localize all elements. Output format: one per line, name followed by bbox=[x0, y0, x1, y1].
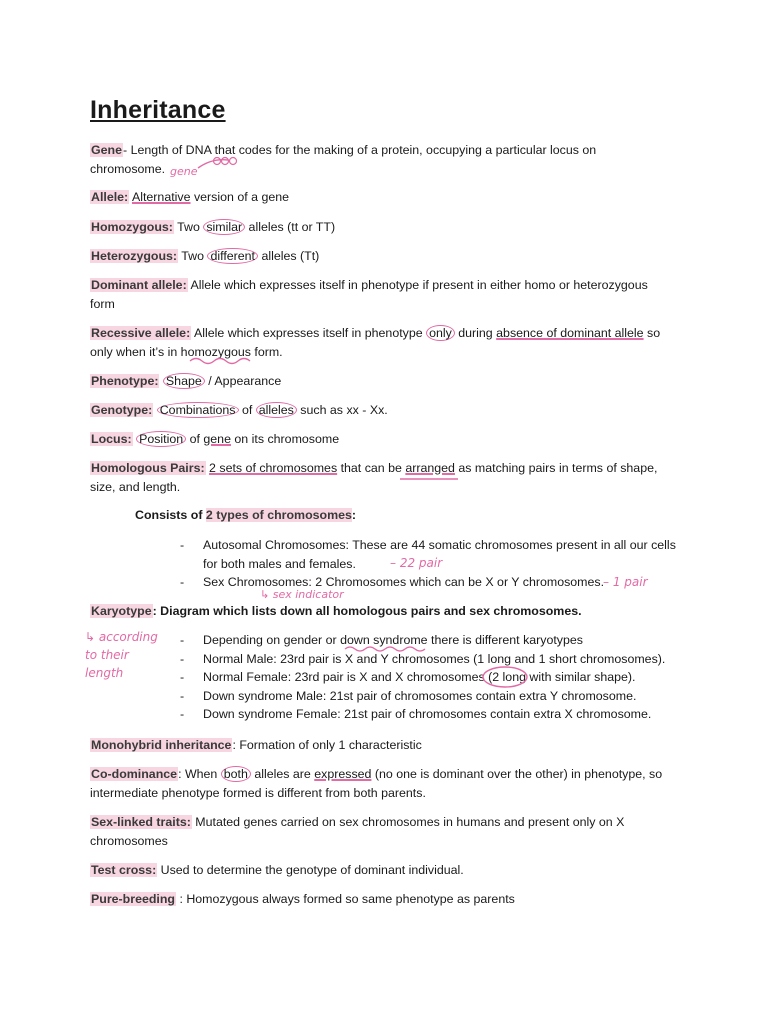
term-genotype: Genotype: bbox=[91, 403, 153, 417]
heterozygous-circled: different bbox=[207, 248, 258, 264]
list-item: - Autosomal Chromosomes: These are 44 somatic chromosomes present in all our cells for both males and females. bbox=[180, 536, 680, 573]
consists-highlight: 2 types of chromosomes bbox=[205, 508, 352, 522]
recessive-underlined: absence of dominant allele bbox=[496, 326, 644, 340]
homozygous-post: alleles (tt or TT) bbox=[245, 220, 336, 234]
codominance-pre: : When bbox=[178, 767, 221, 781]
heterozygous-post: alleles (Tt) bbox=[258, 249, 320, 263]
monohybrid-text: : Formation of only 1 characteristic bbox=[232, 738, 422, 752]
term-sex-linked: Sex-linked traits: bbox=[91, 815, 191, 829]
homologous-post: as matching pairs in terms of shape, size, and length. bbox=[90, 461, 658, 494]
heterozygous-pre: Two bbox=[178, 249, 208, 263]
list-item: - Normal Female: 23rd pair is X and X chromosomes (2 long with similar shape). bbox=[180, 668, 680, 687]
term-dominant-allele: Dominant allele: bbox=[91, 278, 187, 292]
codominance-mid: alleles are bbox=[250, 767, 315, 781]
homozygous-wave-mark bbox=[190, 359, 250, 364]
down-syndrome-wave-mark bbox=[345, 647, 425, 651]
term-homozygous: Homozygous: bbox=[91, 220, 173, 234]
term-test-cross: Test cross: bbox=[91, 863, 157, 877]
locus-mid: of bbox=[186, 432, 204, 446]
genotype-mid: of bbox=[238, 403, 256, 417]
two-long-circle-mark bbox=[483, 667, 527, 687]
list-item: - Sex Chromosomes: 2 Chromosomes which can be X or Y chromosomes. bbox=[180, 573, 680, 592]
testcross-text: Used to determine the genotype of dominant individual. bbox=[157, 863, 464, 877]
phenotype-post: / Appearance bbox=[204, 374, 282, 388]
genotype-circled-1: Combinations bbox=[157, 402, 239, 418]
locus-underlined: gene bbox=[203, 432, 231, 446]
homologous-underlined-2: arranged bbox=[405, 461, 455, 475]
pair22-handwritten-note: – 22 pair bbox=[390, 556, 443, 570]
recessive-post: so only when it’s in homozygous form. bbox=[90, 326, 661, 359]
term-pure-breeding: Pure-breeding bbox=[91, 892, 175, 906]
recessive-circled: only bbox=[426, 325, 455, 341]
codominance-post: (no one is dominant over the other) in phenotype, so intermediate phenotype formed is different from both parents. bbox=[90, 767, 663, 800]
term-heterozygous: Heterozygous: bbox=[91, 249, 178, 263]
phenotype-circled: Shape bbox=[163, 373, 205, 389]
codominance-underlined: expressed bbox=[314, 767, 372, 781]
genotype-post: such as xx - Xx. bbox=[296, 403, 388, 417]
term-homologous-pairs: Homologous Pairs: bbox=[91, 461, 205, 475]
purebreeding-text: : Homozygous always formed so same phenotype as parents bbox=[176, 892, 515, 906]
genotype-circled-2: alleles bbox=[256, 402, 297, 418]
term-phenotype: Phenotype: bbox=[91, 374, 159, 388]
term-codominance: Co-dominance bbox=[91, 767, 178, 781]
sexlinked-text: Mutated genes carried on sex chromosomes in humans and present only on X chromosomes bbox=[90, 815, 625, 848]
locus-post: on its chromosome bbox=[230, 432, 340, 446]
term-karyotype: Karyotype bbox=[91, 604, 152, 618]
list-item: - Down syndrome Male: 21st pair of chromosomes contain extra Y chromosome. bbox=[180, 687, 680, 706]
gene-text: - Length of DNA that codes for the making of a protein, occupying a particular locus on chromosome. bbox=[90, 143, 597, 176]
gene-coil-icon bbox=[230, 158, 237, 165]
term-gene: Gene bbox=[91, 143, 122, 157]
gene-coil-icon bbox=[222, 158, 229, 165]
homologous-mid: that can be bbox=[337, 461, 406, 475]
codominance-circled: both bbox=[221, 766, 251, 782]
dominant-text: Allele which expresses itself in phenotype if present in either homo or heterozygous form bbox=[90, 278, 648, 311]
consists-pre: Consists of bbox=[135, 508, 206, 522]
term-recessive-allele: Recessive allele: bbox=[91, 326, 191, 340]
pair1-handwritten-note: – 1 pair bbox=[603, 575, 648, 589]
recessive-mid: during bbox=[454, 326, 497, 340]
list-item: - Depending on gender or down syndrome there is different karyotypes bbox=[180, 631, 680, 650]
locus-circled: Position bbox=[136, 431, 186, 447]
homozygous-circled: similar bbox=[203, 219, 245, 235]
allele-text: version of a gene bbox=[190, 190, 290, 204]
gene-handwritten-note: gene bbox=[170, 165, 198, 178]
term-locus: Locus: bbox=[91, 432, 132, 446]
page-title: Inheritance bbox=[90, 96, 226, 124]
list-item: - Normal Male: 23rd pair is X and Y chromosomes (1 long and 1 short chromosomes). bbox=[180, 650, 680, 669]
list-item: - Down syndrome Female: 21st pair of chromosomes contain extra X chromosome. bbox=[180, 705, 680, 724]
homologous-underlined: 2 sets of chromosomes bbox=[209, 461, 338, 475]
term-allele: Allele: bbox=[91, 190, 129, 204]
recessive-pre: Allele which expresses itself in phenotype bbox=[191, 326, 427, 340]
karyotype-text: : Diagram which lists down all homologous pairs and sex chromosomes. bbox=[152, 604, 582, 618]
homozygous-pre: Two bbox=[173, 220, 204, 234]
consists-post: : bbox=[351, 508, 357, 522]
sex-indicator-handwritten-note: ↳ sex indicator bbox=[260, 588, 344, 601]
allele-underlined: Alternative bbox=[131, 190, 191, 204]
term-monohybrid: Monohybrid inheritance bbox=[91, 738, 232, 752]
according-handwritten-note: ↳ according to their length bbox=[85, 630, 158, 680]
